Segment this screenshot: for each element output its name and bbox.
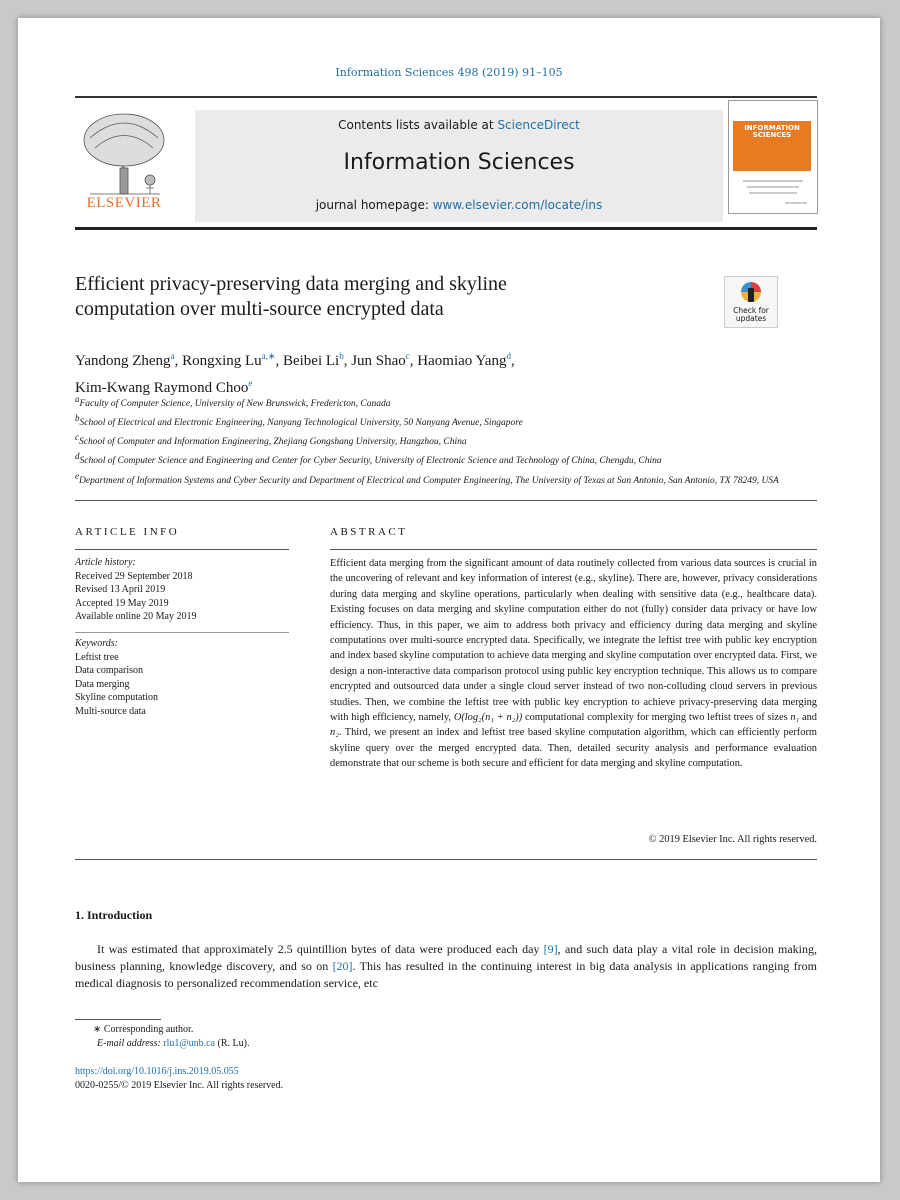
journal-cover-thumbnail[interactable] (728, 100, 818, 214)
author-affil-mark[interactable]: e (248, 378, 253, 388)
author-affil-mark[interactable]: d (506, 351, 511, 361)
title-line-2: computation over multi-source encrypted data (75, 298, 444, 320)
history-item: Available online 20 May 2019 (75, 611, 197, 622)
affiliation: $^d$School of Computer Science and Engineering and Center for Cyber Security, University of Electronic Science and Technology of China, Chengdu, China (75, 451, 662, 467)
author-name[interactable]: Jun Shao (351, 353, 406, 369)
author-name[interactable]: Yandong Zheng (75, 353, 171, 369)
journal-title: Information Sciences (343, 150, 575, 175)
complexity-formula: O(log₂(n₁ + n₂)) (453, 712, 523, 724)
cover-title: INFORMATION SCIENCES (744, 124, 800, 139)
affiliation: $^e$Department of Information Systems and Cyber Security and Department of Electrical and Computer Engineering, The University of Texas at San Antonio, San Antonio, TX 78249, USA (75, 470, 779, 486)
author-name[interactable]: Kim-Kwang Raymond Choo (75, 380, 249, 396)
email-link[interactable]: rlu1@unb.ca (163, 1038, 215, 1049)
history-item: Revised 13 April 2019 (75, 584, 166, 595)
journal-banner (195, 110, 723, 222)
author: Rongxing $Lu^{a,∗}$, (182, 351, 283, 369)
footnote-divider (75, 1019, 161, 1020)
author: Yandong Zheng$^a$, (75, 351, 183, 369)
author-affil-mark[interactable]: a (170, 351, 175, 361)
author-list (75, 345, 795, 399)
doi-block (75, 1065, 675, 1093)
sciencedirect-link[interactable]: ScienceDirect (497, 118, 580, 132)
header-divider-thick (75, 227, 817, 230)
affiliation: $^c$School of Computer and Information Engineering, Zhejiang Gongshang University, Hangzhou, China (75, 432, 467, 448)
cover-text-lines-icon (735, 177, 811, 207)
homepage-link[interactable]: www.elsevier.com/locate/ins (432, 198, 603, 212)
reference-link[interactable]: [20] (332, 959, 353, 973)
abstract-divider (330, 549, 817, 550)
affiliation: $^b$School of Electrical and Electronic Engineering, Nanyang Technological University, 50 Nanyang Avenue, Singapore (75, 413, 523, 429)
keyword: Leftist tree (75, 651, 119, 663)
reference-link[interactable]: [9] (543, 942, 558, 956)
affiliations (75, 392, 795, 488)
history-label: Article history: (75, 557, 136, 568)
abstract-copyright: © 2019 Elsevier Inc. All rights reserved. (648, 834, 817, 845)
footnotes (75, 1023, 675, 1051)
introduction-paragraph: It was estimated that approximately 2.5 quintillion bytes of data were produced each day [9], and such data play a vital role in decision making, business planning, knowledge discovery, and so on [20]. This has resulted in the continuing interest in big data analysis in applications ranging from medical diagnosis to personalized recommendation service, etc (75, 942, 818, 990)
article-title (75, 272, 675, 322)
elsevier-wordmark: ELSEVIER (86, 195, 162, 211)
abstract-body: Efficient data merging from the significant amount of data routinely collected from various data sources is crucial in the uncovering of relevant and key information of interest (e.g., skyline). There are, however, privacy considerations during data merging and skyline operations, particularly when dealing with sensitive data (e.g., healthcare data). Existing focuses on data merging and skyline computation either do not (fully) consider data privacy or have low efficiency. Thus, in this paper, we aim to address both privacy and efficiency during data merging and skyline computations over multi-source encrypted data. Specifically, we integrate the leftist tree with public key encryption and index based skyline computation to achieve data merging and skyline computation over encrypted data. First, we design a non-interactive data comparison protocol using public key encryption technique. This allows us to compare encrypted and outsourced data under a single cloud server instead of two non-colluding cloud servers in previous studies. Then, we combine the leftist tree with public key encryption to achieve privacy-preserving data merging with high efficiency, namely, O(log₂(n₁ + n₂)) computational complexity for merging two leftist trees of sizes n₁ and n₂. Third, we present an index and leftist tree based skyline computation algorithm, which can efficiently perform skyline query over the merged encrypted data. Then, detailed security analysis and performance evaluation demonstrate that our scheme is both secure and efficient for data merging and skyline computation. (330, 558, 817, 770)
check-updates-label: Check for updates (733, 306, 769, 323)
homepage-line (195, 198, 723, 212)
article-info-heading: ARTICLE INFO (75, 526, 180, 538)
author-affil-mark[interactable]: c (405, 351, 410, 361)
header-divider (75, 96, 817, 98)
journal-citation[interactable]: Information Sciences 498 (2019) 91–105 (335, 66, 563, 79)
email-note: E-mail address: rlu1@unb.ca (R. Lu). (97, 1038, 250, 1049)
doi-link[interactable]: https://doi.org/10.1016/j.ins.2019.05.055 (75, 1066, 239, 1077)
author-name[interactable]: Beibei Li (282, 353, 340, 369)
keyword: Data comparison (75, 665, 144, 676)
contents-line (195, 118, 723, 132)
history-item: Accepted 19 May 2019 (75, 597, 169, 609)
paper-page (18, 18, 880, 1182)
author-affil-mark[interactable]: b (339, 351, 344, 361)
contents-prefix: Contents lists available at (338, 118, 498, 132)
history-item: Received 29 September 2018 (75, 570, 193, 582)
title-line-1: Efficient privacy-preserving data merging and skyline (75, 273, 507, 295)
affiliation: $^a$Faculty of Computer Science, University of New Brunswick, Fredericton, Canada (75, 394, 391, 410)
keyword: Multi-source data (75, 705, 146, 717)
author: Jun Shao$^c$, (351, 351, 418, 369)
keywords-divider (75, 632, 289, 633)
author-name[interactable]: Haomiao Yang (417, 353, 507, 369)
issn-line: 0020-0255/© 2019 Elsevier Inc. All rights reserved. (75, 1080, 284, 1091)
homepage-prefix: journal homepage: (315, 198, 433, 212)
keywords-label: Keywords: (75, 638, 118, 649)
keyword: Data merging (75, 678, 130, 690)
author: Haomiao Yang$^d$, (417, 351, 515, 369)
keyword: Skyline computation (75, 692, 159, 703)
article-info-divider (75, 549, 289, 550)
keywords (75, 637, 289, 718)
check-updates-icon (739, 280, 763, 306)
introduction-heading: 1. Introduction (75, 908, 153, 922)
author: Beibei Li$^b$, (282, 351, 352, 369)
abstract-heading: ABSTRACT (330, 526, 408, 538)
abstract-bottom-divider (75, 859, 817, 860)
author-affil-mark[interactable]: a,∗ (261, 351, 276, 361)
affiliation-divider (75, 500, 817, 501)
author-name[interactable]: Rongxing Lu (182, 353, 262, 369)
corresponding-author-note: ∗ Corresponding author. (93, 1024, 194, 1035)
check-for-updates-badge[interactable] (724, 276, 778, 328)
article-history (75, 556, 289, 624)
